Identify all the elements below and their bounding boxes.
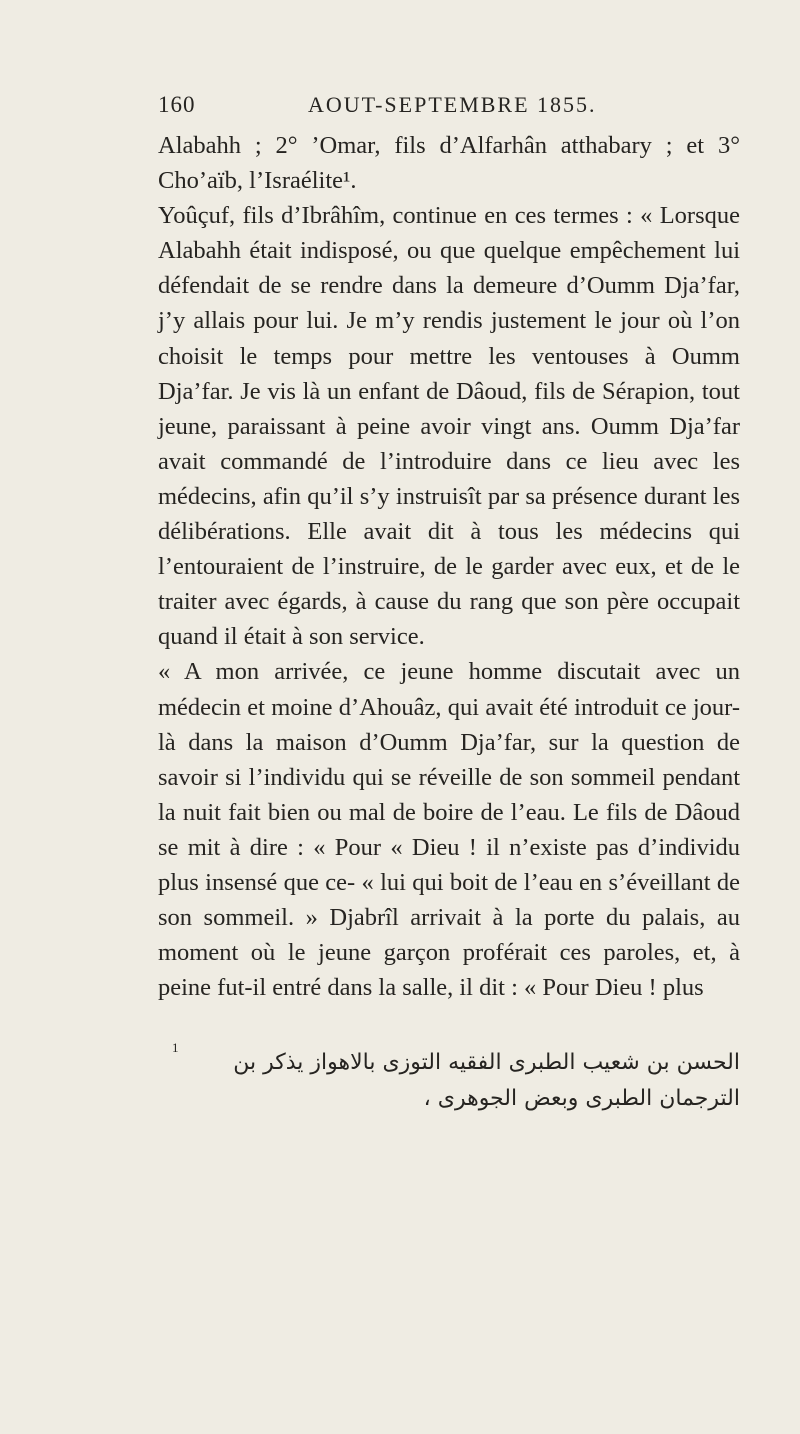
arabic-footnote-line-2: الترجمان الطبرى وبعض الجوهرى ، xyxy=(423,1086,740,1111)
footnote-marker: 1 xyxy=(172,1040,179,1055)
paragraph-2: Yoûçuf, fils d’Ibrâhîm, continue en ces termes : « Lorsque Alabahh était indisposé, ou que quelque empêchement lui défendait de se rendre dans la demeure d’Oumm Dja’far, j’y allais pour lui. Je m’y rendis justement le jour où l’on choisit le temps pour mettre les ventouses à Oumm Dja’far. Je vis là un enfant de Dâoud, fils de Sérapion, tout jeune, paraissant à peine avoir vingt ans. Oumm Dja’far avait commandé de l’introduire dans ce lieu avec les médecins, afin qu’il s’y instruisît par sa présence durant les délibérations. Elle avait dit à tous les médecins qui l’entouraient de l’instruire, de le garder avec eux, et de le traiter avec égards, à cause du rang que son père occupait quand il était à son service. xyxy=(158,202,740,651)
paragraph-1: Alabahh ; 2° ’Omar, fils d’Alfarhân atthabary ; et 3° Cho’aïb, l’Israélite¹. xyxy=(158,132,740,195)
paragraph-3: « A mon arrivée, ce jeune homme discutait avec un médecin et moine d’Ahouâz, qui avait été introduit ce jour-là dans la maison d’Oumm Dja’far, sur la question de savoir si l’individu qui se réveille de son sommeil pendant la nuit fait bien ou mal de boire de l’eau. Le fils de Dâoud se mit à dire : « Pour « Dieu ! il n’existe pas d’individu plus insensé que ce- « lui qui boit de l’eau en s’éveillant de son sommeil. » Djabrîl arrivait à la porte du palais, au moment où le jeune garçon proférait ces paroles, et, à peine fut-il entré dans la salle, il dit : « Pour Dieu ! plus xyxy=(158,658,740,1002)
running-head: AOUT-SEPTEMBRE 1855. xyxy=(308,92,597,117)
arabic-footnote-line-1: الحسن بن شعيب الطبرى الفقيه التوزى بالاهواز يذكر بن xyxy=(233,1050,740,1075)
arabic-footnote xyxy=(195,1045,740,1117)
main-text xyxy=(158,128,740,1005)
page-number: 160 xyxy=(158,92,196,117)
page-header xyxy=(158,92,598,128)
